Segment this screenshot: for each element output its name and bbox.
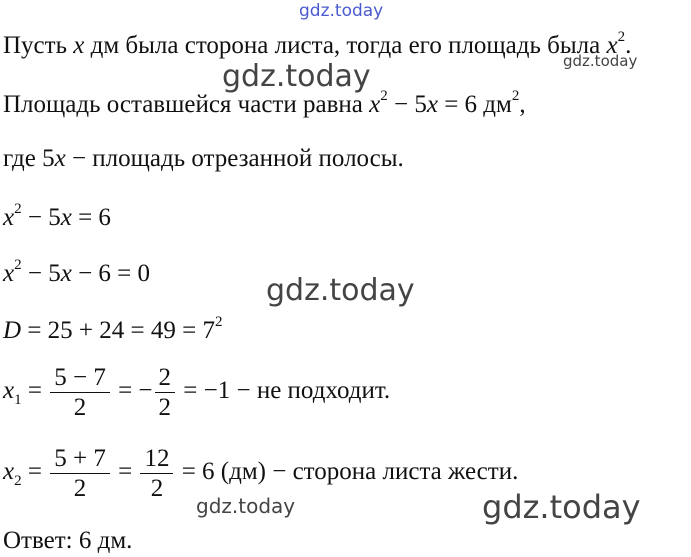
answer-line: Ответ: 6 дм. [3,527,133,554]
fraction-x2-simplified: $\frac{12}{2}$ [140,446,173,501]
watermark-top: gdz.today [299,1,384,21]
fraction-x1: $\frac{5 - 7}{2}$ [50,365,110,420]
equation-line-5: $x^2 - 5x - 6 = 0$ [3,256,151,287]
fraction-x1-simplified: $\frac{2}{2}$ [155,365,176,420]
text-line-2: Площадь оставшейся части равна $x^2 - 5x = 6$ $дм^2$, [3,87,526,118]
root-x1-line: $x_1$ = $\frac{5 - 7}{2}$ = − $\frac{2}{2}$ = −1 − не подходит. [3,364,391,421]
watermark-small-bottom: gdz.today [196,494,296,518]
watermark-large-3: gdz.today [482,488,641,526]
fraction-x2: $\frac{5 + 7}{2}$ [50,446,110,501]
watermark-large-2: gdz.today [266,273,415,308]
text-line-3: где 5x − площадь отрезанной полосы. [3,145,404,172]
root-x2-line: $x_2$ = $\frac{5 + 7}{2}$ = $\frac{12}{2}$ = 6 (дм) − сторона листа жести. [3,445,519,502]
discriminant-line: $D = 25 + 24 = 49 = 7^2$ [3,313,223,344]
watermark-large-1: gdz.today [222,59,371,94]
equation-line-4: $x^2 - 5x = 6$ [3,200,111,231]
text-line-1: Пусть x дм была сторона листа, тогда его площадь была $x^2$. [3,28,632,59]
watermark-small-right: gdz.today [563,52,638,70]
